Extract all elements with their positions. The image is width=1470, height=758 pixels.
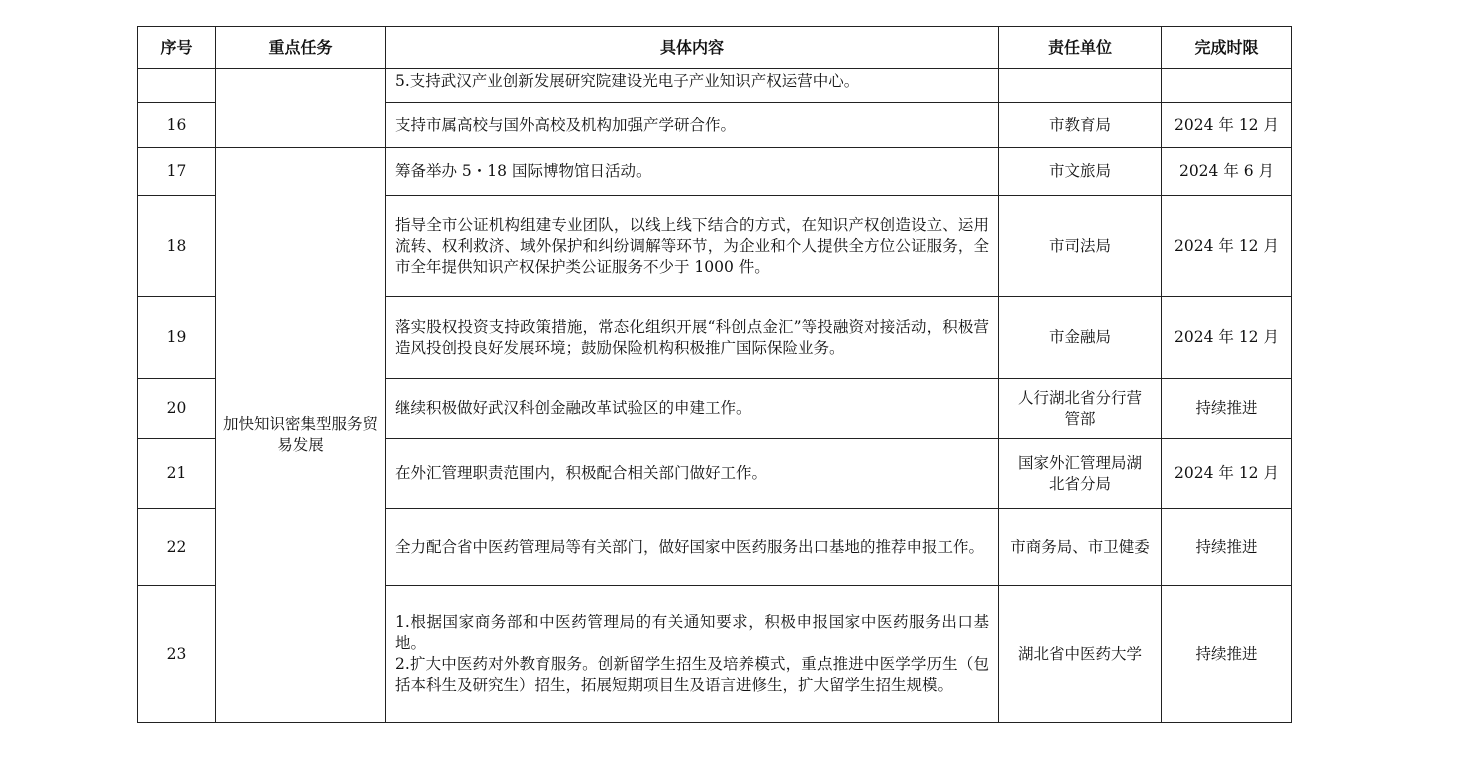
row-content: 5.支持武汉产业创新发展研究院建设光电子产业知识产权运营中心。 — [386, 69, 999, 103]
row-unit: 市教育局 — [999, 103, 1162, 148]
header-task: 重点任务 — [216, 27, 386, 69]
row-content: 支持市属高校与国外高校及机构加强产学研合作。 — [386, 103, 999, 148]
row-deadline: 持续推进 — [1162, 586, 1292, 723]
row-deadline: 2024 年 12 月 — [1162, 103, 1292, 148]
header-content: 具体内容 — [386, 27, 999, 69]
row-task-prev — [216, 69, 386, 148]
row-no: 18 — [138, 196, 216, 297]
row-no: 20 — [138, 379, 216, 439]
row-no: 19 — [138, 297, 216, 379]
row-unit: 人行湖北省分行营管部 — [999, 379, 1162, 439]
header-no: 序号 — [138, 27, 216, 69]
row-deadline — [1162, 69, 1292, 103]
row-content: 指导全市公证机构组建专业团队，以线上线下结合的方式，在知识产权创造设立、运用流转、权利救济、域外保护和纠纷调解等环节，为企业和个人提供全方位公证服务，全市全年提供知识产权保护类公证服务不少于 1000 件。 — [386, 196, 999, 297]
task-table — [137, 26, 1292, 723]
row-no: 16 — [138, 103, 216, 148]
row-unit — [999, 69, 1162, 103]
row-deadline: 持续推进 — [1162, 509, 1292, 586]
row-content — [386, 586, 999, 723]
row-no: 23 — [138, 586, 216, 723]
row-no: 21 — [138, 439, 216, 509]
content-item-2: 2.扩大中医药对外教育服务。创新留学生招生及培养模式，重点推进中医学学历生（包括本科生及研究生）招生，拓展短期项目生及语言进修生，扩大留学生招生规模。 — [395, 655, 989, 694]
row-deadline: 2024 年 12 月 — [1162, 439, 1292, 509]
row-content: 落实股权投资支持政策措施，常态化组织开展“科创点金汇”等投融资对接活动，积极营造风投创投良好发展环境；鼓励保险机构积极推广国际保险业务。 — [386, 297, 999, 379]
row-deadline: 2024 年 12 月 — [1162, 297, 1292, 379]
row-content: 继续积极做好武汉科创金融改革试验区的申建工作。 — [386, 379, 999, 439]
row-content: 全力配合省中医药管理局等有关部门，做好国家中医药服务出口基地的推荐申报工作。 — [386, 509, 999, 586]
row-unit: 湖北省中医药大学 — [999, 586, 1162, 723]
header-deadline: 完成时限 — [1162, 27, 1292, 69]
table-row — [138, 69, 1292, 103]
row-unit: 市文旅局 — [999, 148, 1162, 196]
row-no: 17 — [138, 148, 216, 196]
row-no — [138, 69, 216, 103]
header-unit: 责任单位 — [999, 27, 1162, 69]
row-content: 在外汇管理职责范围内，积极配合相关部门做好工作。 — [386, 439, 999, 509]
row-no: 22 — [138, 509, 216, 586]
content-item-1: 1.根据国家商务部和中医药管理局的有关通知要求，积极申报国家中医药服务出口基地。 — [395, 613, 989, 652]
group-task: 加快知识密集型服务贸易发展 — [216, 148, 386, 723]
row-unit: 市商务局、市卫健委 — [999, 509, 1162, 586]
row-unit: 市司法局 — [999, 196, 1162, 297]
header-row — [138, 27, 1292, 69]
table-row — [138, 148, 1292, 196]
row-deadline: 持续推进 — [1162, 379, 1292, 439]
row-deadline: 2024 年 12 月 — [1162, 196, 1292, 297]
row-deadline: 2024 年 6 月 — [1162, 148, 1292, 196]
row-unit: 市金融局 — [999, 297, 1162, 379]
row-unit: 国家外汇管理局湖北省分局 — [999, 439, 1162, 509]
row-content: 筹备举办 5・18 国际博物馆日活动。 — [386, 148, 999, 196]
